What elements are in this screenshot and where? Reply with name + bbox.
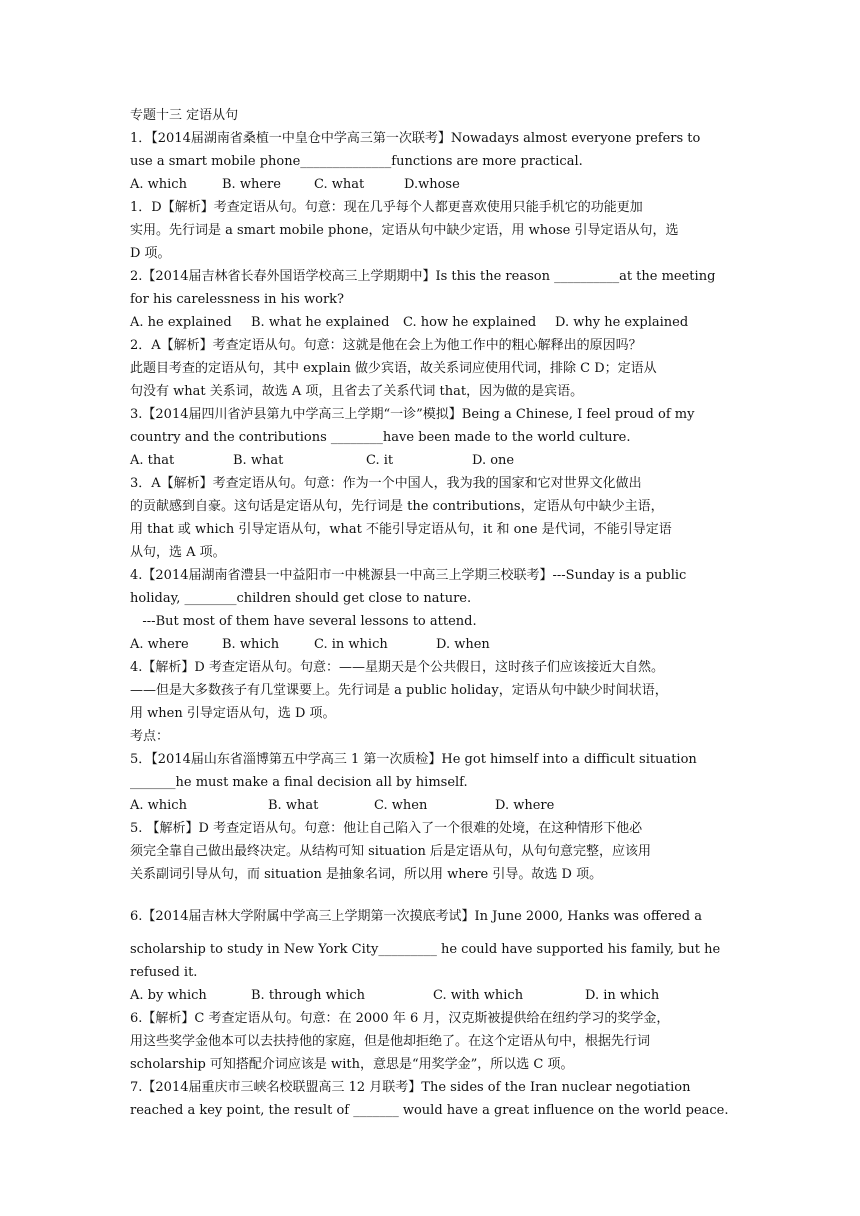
option-c: C. when — [374, 798, 428, 813]
option-d: D.whose — [404, 177, 460, 192]
option-d: D. where — [495, 798, 555, 813]
section-title: 专题十三 定语从句 — [130, 108, 239, 123]
question-stem: scholarship to study in New York City_________ he could have supported his family, but he — [130, 942, 721, 957]
options-row — [130, 794, 734, 817]
answer-explanation: 2．A【解析】考查定语从句。句意：这就是他在会上为他工作中的粗心解释出的原因吗？ — [130, 338, 642, 353]
option-c: C. how he explained — [403, 315, 537, 330]
option-c: C. with which — [433, 988, 524, 1003]
question-stem: 7.【2014届重庆市三峡名校联盟高三 12 月联考】The sides of the Iran nuclear negotiation — [130, 1080, 691, 1095]
answer-explanation: 用这些奖学金他本可以去扶持他的家庭，但是他却拒绝了。在这个定语从句中，根据先行词 — [130, 1034, 651, 1049]
options-row — [130, 984, 734, 1007]
answer-explanation: D 项。 — [130, 246, 171, 261]
answer-explanation: 4.【解析】D 考查定语从句。句意：——星期天是个公共假日，这时孩子们应该接近大自然。 — [130, 660, 664, 675]
question-stem: 5．【2014届山东省淄博第五中学高三 1 第一次质检】He got himself into a difficult situation — [130, 752, 697, 767]
question-2 — [130, 265, 734, 403]
option-a: A. which — [130, 798, 187, 813]
answer-explanation: 1．D【解析】考查定语从句。句意：现在几乎每个人都更喜欢使用只能手机它的功能更加 — [130, 200, 643, 215]
question-stem: refused it. — [130, 965, 198, 980]
answer-explanation: 关系副词引导从句，而 situation 是抽象名词，所以用 where 引导。故选 D 项。 — [130, 867, 603, 882]
answer-explanation: 句没有 what 关系词，故选 A 项，且省去了关系代词 that，因为做的是宾语。 — [130, 384, 584, 399]
document-body — [130, 104, 734, 1122]
question-5 — [130, 748, 734, 886]
answer-explanation: 5. 【解析】D 考查定语从句。句意：他让自己陷入了一个很难的处境，在这种情形下他必 — [130, 821, 643, 836]
option-a: A. by which — [130, 988, 207, 1003]
answer-explanation: 6.【解析】C 考查定语从句。句意：在 2000 年 6 月，汉克斯被提供给在纽约学习的奖学金， — [130, 1011, 670, 1026]
option-a: A. that — [130, 453, 175, 468]
option-a: A. he explained — [130, 315, 232, 330]
option-b: B. what — [268, 798, 319, 813]
answer-explanation: 3．A【解析】考查定语从句。句意：作为一个中国人，我为我的国家和它对世界文化做出 — [130, 476, 642, 491]
option-d: D. when — [436, 637, 490, 652]
option-b: B. what he explained — [251, 315, 390, 330]
option-a: A. which — [130, 177, 187, 192]
question-stem: holiday, ________children should get close to nature. — [130, 591, 472, 606]
option-b: B. what — [233, 453, 284, 468]
option-d: D. one — [472, 453, 515, 468]
question-stem: 4.【2014届湖南省澧县一中益阳市一中桃源县一中高三上学期三校联考】---Sunday is a public — [130, 568, 687, 583]
question-stem: country and the contributions ________have been made to the world culture. — [130, 430, 631, 445]
question-stem: 3.【2014届四川省泸县第九中学高三上学期“一诊”模拟】Being a Chinese, I feel proud of my — [130, 407, 695, 422]
answer-explanation: 须完全靠自己做出最终决定。从结构可知 situation 后是定语从句，从句句意完整，应该用 — [130, 844, 652, 859]
question-1 — [130, 127, 734, 265]
answer-explanation: 用 when 引导定语从句，选 D 项。 — [130, 706, 336, 721]
answer-explanation: ——但是大多数孩子有几堂课要上。先行词是 a public holiday，定语从句中缺少时间状语， — [130, 683, 668, 698]
question-6 — [130, 905, 734, 1076]
option-b: B. through which — [251, 988, 365, 1003]
question-stem: reached a key point, the result of _______ would have a great influence on the world peace. — [130, 1103, 729, 1118]
question-stem: for his carelessness in his work? — [130, 292, 345, 307]
answer-explanation: 考点： — [130, 729, 170, 744]
answer-explanation: 用 that 或 which 引导定语从句，what 不能引导定语从句，it 和 one 是代词，不能引导定语 — [130, 522, 672, 537]
option-b: B. where — [222, 177, 281, 192]
answer-explanation: 的贡献感到自豪。这句话是定语从句，先行词是 the contributions，定语从句中缺少主语， — [130, 499, 664, 514]
question-stem: 2.【2014届吉林省长春外国语学校高三上学期期中】Is this the reason __________at the meeting — [130, 269, 716, 284]
options-row — [130, 449, 734, 472]
answer-explanation: 从句，选 A 项。 — [130, 545, 226, 560]
answer-explanation: scholarship 可知搭配介词应该是 with，意思是“用奖学金”，所以选 C 项。 — [130, 1057, 574, 1072]
question-stem: ---But most of them have several lessons to attend. — [130, 614, 477, 629]
options-row — [130, 311, 734, 334]
option-b: B. which — [222, 637, 280, 652]
question-4 — [130, 564, 734, 748]
option-d: D. in which — [585, 988, 660, 1003]
options-row — [130, 173, 734, 196]
option-d: D. why he explained — [555, 315, 689, 330]
option-c: C. what — [314, 177, 365, 192]
question-3 — [130, 403, 734, 564]
option-c: C. in which — [314, 637, 388, 652]
answer-explanation: 实用。先行词是 a smart mobile phone，定语从句中缺少定语，用 whose 引导定语从句，选 — [130, 223, 679, 238]
option-c: C. it — [366, 453, 394, 468]
question-stem: 1．【2014届湖南省桑植一中皇仓中学高三第一次联考】Nowadays almost everyone prefers to — [130, 131, 701, 146]
question-7 — [130, 1076, 734, 1122]
question-stem: _______he must make a final decision all by himself. — [130, 775, 468, 790]
answer-explanation: 此题目考查的定语从句，其中 explain 做少宾语，故关系词应使用代词，排除 C D；定语从 — [130, 361, 657, 376]
question-stem: use a smart mobile phone______________functions are more practical. — [130, 154, 583, 169]
option-a: A. where — [130, 637, 189, 652]
question-stem: 6.【2014届吉林大学附属中学高三上学期第一次摸底考试】In June 2000, Hanks was offered a — [130, 909, 702, 924]
options-row — [130, 633, 734, 656]
